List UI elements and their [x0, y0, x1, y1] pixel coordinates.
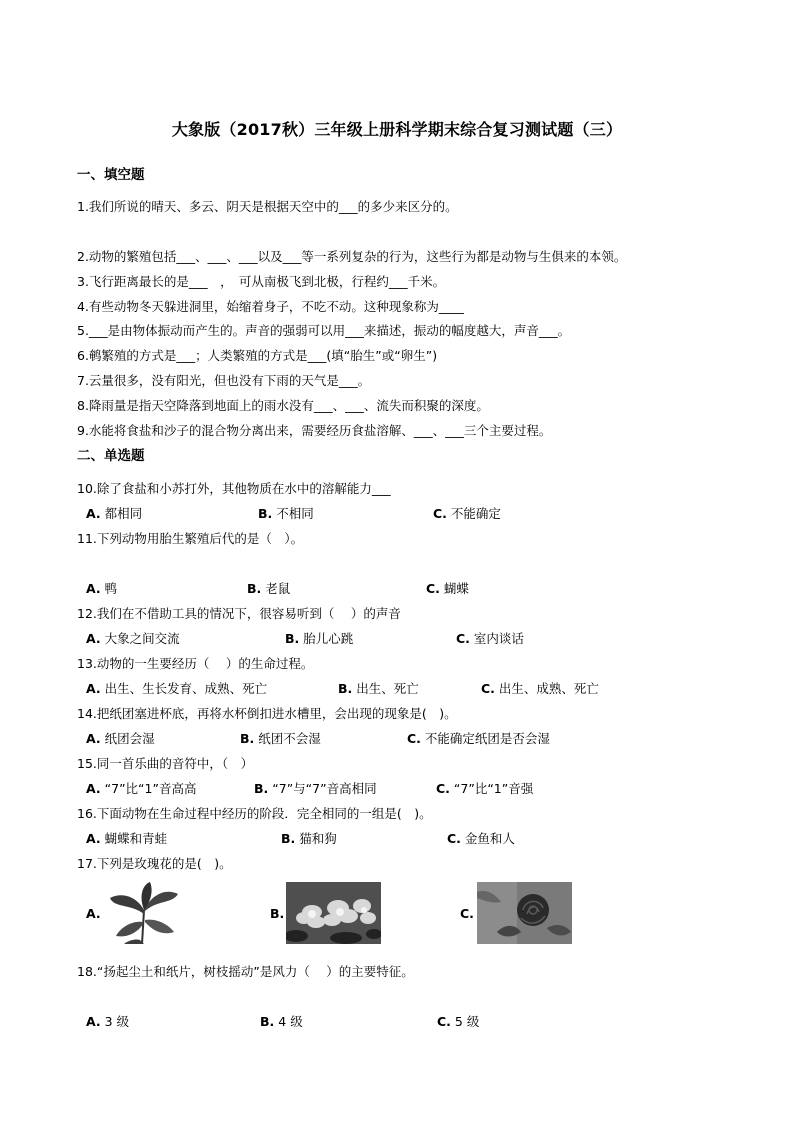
option-b: B. 4 级	[260, 1014, 303, 1029]
option-c: C. 不能确定纸团是否会湿	[407, 731, 550, 746]
question-13: 13.动物的一生要经历（ ）的生命过程。	[77, 656, 314, 671]
option-b: B. 纸团不会湿	[240, 731, 321, 746]
option-c: C. 金鱼和人	[447, 831, 515, 846]
option-a: A. 3 级	[86, 1014, 130, 1029]
option-c: C. 室内谈话	[456, 631, 524, 646]
question-9: 9.水能将食盐和沙子的混合物分离出来，需要经历食盐溶解、___、___三个主要过程。	[77, 423, 552, 438]
question-18: 18.“扬起尘土和纸片，树枝摇动”是风力（ ）的主要特征。	[77, 964, 414, 979]
option-a: A. 都相同	[86, 506, 143, 521]
option-b: B. 猫和狗	[281, 831, 337, 846]
section-heading-fill: 一、填空题	[77, 167, 145, 183]
option-a: A. 纸团会湿	[86, 731, 155, 746]
option-a: A. 出生、生长发育、成熟、死亡	[86, 681, 268, 696]
question-11: 11.下列动物用胎生繁殖后代的是（ ）。	[77, 531, 304, 546]
option-a: A.	[86, 906, 101, 921]
option-a: A. “7”比“1”音高高	[86, 781, 197, 796]
question-17: 17.下列是玫瑰花的是( )。	[77, 856, 232, 871]
option-c: C. 不能确定	[433, 506, 501, 521]
option-a: A. 蝴蝶和青蛙	[86, 831, 168, 846]
option-c: C. “7”比“1”音强	[436, 781, 534, 796]
option-c: C. 5 级	[437, 1014, 480, 1029]
question-8: 8.降雨量是指天空降落到地面上的雨水没有___、___、流失而积聚的深度。	[77, 398, 489, 413]
question-5: 5.___是由物体振动而产生的。声音的强弱可以用___来描述，振动的幅度越大，声音___。	[77, 323, 571, 338]
question-3: 3.飞行距离最长的是___ ， 可从南极飞到北极，行程约___千米。	[77, 274, 446, 289]
option-b: B.	[270, 906, 285, 921]
option-b: B. 出生、死亡	[338, 681, 419, 696]
option-a: A. 大象之间交流	[86, 631, 180, 646]
flower-cluster-image	[286, 882, 381, 944]
option-c: C. 出生、成熟、死亡	[481, 681, 599, 696]
option-b: B. “7”与“7”音高相同	[254, 781, 377, 796]
option-b: B. 胎儿心跳	[285, 631, 354, 646]
question-16: 16.下面动物在生命过程中经历的阶段．完全相同的一组是( )。	[77, 806, 432, 821]
rose-image	[477, 882, 572, 944]
question-4: 4.有些动物冬天躲进洞里，始缩着身子，不吃不动。这种现象称为____	[77, 299, 464, 314]
question-15: 15.同一首乐曲的音符中，（ ）	[77, 756, 254, 771]
page-title: 大象版（2017秋）三年级上册科学期末综合复习测试题（三）	[171, 120, 623, 139]
option-a: A. 鸭	[86, 581, 118, 596]
option-b: B. 老鼠	[247, 581, 291, 596]
question-2: 2.动物的繁殖包括___、___、___以及___等一系列复杂的行为，这些行为都是动物与生俱来的本领。	[77, 249, 627, 264]
option-c: C. 蝴蝶	[426, 581, 469, 596]
option-b: B. 不相同	[258, 506, 314, 521]
option-c: C.	[460, 906, 474, 921]
section-heading-single: 二、单选题	[77, 448, 145, 464]
question-7: 7.云量很多，没有阳光，但也没有下雨的天气是___。	[77, 373, 371, 388]
question-1: 1.我们所说的晴天、多云、阴天是根据天空中的___的多少来区分的。	[77, 199, 458, 214]
leaf-plant-image	[104, 880, 184, 944]
question-14: 14.把纸团塞进杯底，再将水杯倒扣进水槽里，会出现的现象是( )。	[77, 706, 457, 721]
question-10: 10.除了食盐和小苏打外，其他物质在水中的溶解能力___	[77, 481, 391, 496]
question-12: 12.我们在不借助工具的情况下，很容易听到（ ）的声音	[77, 606, 401, 621]
question-6: 6.鹌繁殖的方式是___；人类繁殖的方式是___(填“胎生”或“卵生”)	[77, 348, 438, 363]
